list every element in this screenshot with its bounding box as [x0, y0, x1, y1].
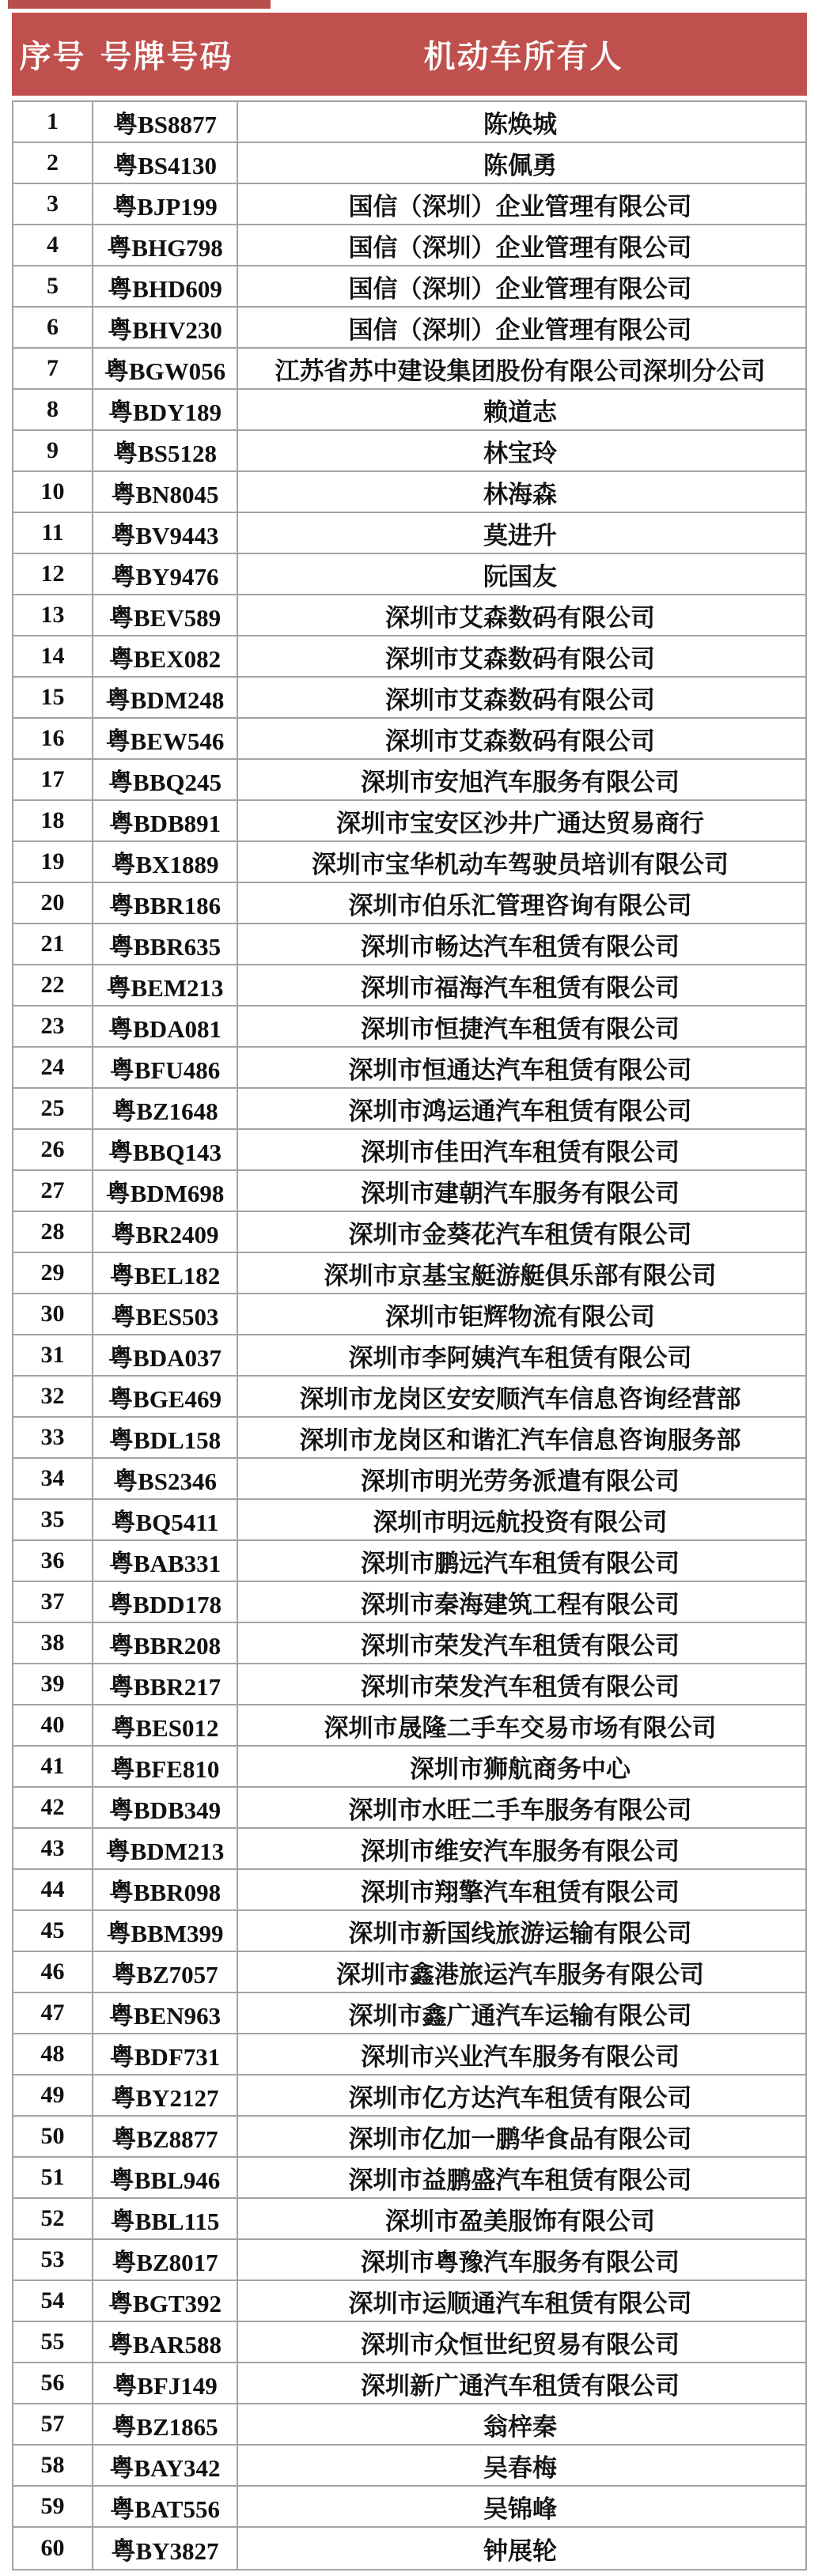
owner-cell: 深圳市益鹏盛汽车租赁有限公司 [348, 2166, 692, 2194]
serial-cell: 45 [13, 1911, 93, 1951]
plate-cell: 粤BBQ143 [93, 1130, 238, 1169]
plate-cell: 粤BGE469 [93, 1377, 238, 1416]
plate-cell: 粤BS4130 [93, 143, 238, 183]
table-row [13, 2446, 805, 2487]
serial-cell: 1 [13, 102, 93, 142]
owner-cell: 赖道志 [483, 398, 557, 426]
plate-cell: 粤BDA037 [93, 1335, 238, 1375]
owner-cell: 深圳市伯乐汇管理咨询有限公司 [348, 891, 692, 920]
plate-cell: 粤BDL158 [93, 1418, 238, 1457]
table-row [13, 1500, 805, 1541]
owner-cell: 深圳市金葵花汽车租赁有限公司 [348, 1220, 692, 1248]
plate-cell: 粤BAY342 [93, 2446, 238, 2485]
serial-cell: 17 [13, 760, 93, 799]
owner-cell: 钟展轮 [483, 2536, 557, 2565]
owner-cell: 深圳市钜辉物流有限公司 [385, 1302, 655, 1331]
owner-cell: 深圳市明远航投资有限公司 [373, 1508, 668, 1536]
plate-cell: 粤BFE810 [93, 1747, 238, 1786]
table-row [13, 1829, 805, 1870]
owner-cell: 深圳市龙岗区安安顺汽车信息咨询经营部 [299, 1384, 741, 1413]
owner-cell: 国信（深圳）企业管理有限公司 [348, 315, 692, 344]
top-red-strip [8, 0, 271, 9]
serial-cell: 27 [13, 1171, 93, 1211]
serial-cell: 49 [13, 2076, 93, 2115]
table-row [13, 225, 805, 266]
serial-cell: 30 [13, 1294, 93, 1334]
serial-cell: 12 [13, 554, 93, 594]
table-row [13, 1541, 805, 1582]
table-row [13, 390, 805, 431]
table-row [13, 1911, 805, 1952]
table-row [13, 1335, 805, 1377]
plate-cell: 粤BZ7057 [93, 1952, 238, 1992]
serial-cell: 37 [13, 1582, 93, 1622]
owner-cell: 莫进升 [483, 521, 557, 550]
serial-cell: 55 [13, 2322, 93, 2362]
table-row [13, 1048, 805, 1089]
plate-cell: 粤BDF731 [93, 2034, 238, 2074]
plate-cell: 粤BDB891 [93, 801, 238, 840]
owner-cell: 深圳市宝安区沙井广通达贸易商行 [336, 809, 704, 837]
plate-cell: 粤BDM248 [93, 678, 238, 717]
owner-cell: 深圳市鹏远汽车租赁有限公司 [361, 1549, 680, 1577]
table-row [13, 1294, 805, 1335]
serial-cell: 60 [13, 2528, 93, 2569]
owner-cell: 深圳市亿方达汽车租赁有限公司 [348, 2083, 692, 2112]
serial-cell: 56 [13, 2363, 93, 2403]
owner-cell: 深圳市众恒世纪贸易有限公司 [361, 2330, 680, 2359]
table-row [13, 2487, 805, 2528]
owner-cell: 翁梓秦 [483, 2412, 557, 2441]
table-row [13, 883, 805, 924]
owner-cell: 深圳市盈美服饰有限公司 [385, 2207, 655, 2235]
plate-cell: 粤BGW056 [93, 349, 238, 388]
serial-cell: 42 [13, 1788, 93, 1827]
serial-cell: 32 [13, 1377, 93, 1416]
plate-cell: 粤BZ1865 [93, 2404, 238, 2444]
table-row [13, 1459, 805, 1500]
owner-cell: 国信（深圳）企业管理有限公司 [348, 274, 692, 303]
owner-cell: 深圳市荣发汽车租赁有限公司 [361, 1672, 680, 1701]
plate-cell: 粤BDM213 [93, 1829, 238, 1868]
serial-cell: 48 [13, 2034, 93, 2074]
owner-cell: 深圳市福海汽车租赁有限公司 [361, 973, 680, 1002]
serial-cell: 14 [13, 636, 93, 676]
owner-cell: 深圳市安旭汽车服务有限公司 [361, 768, 680, 796]
serial-cell: 16 [13, 719, 93, 758]
owner-cell: 陈佩勇 [483, 151, 557, 179]
table-row [13, 678, 805, 719]
plate-cell: 粤BZ1648 [93, 1089, 238, 1128]
serial-cell: 3 [13, 184, 93, 224]
owner-cell: 深圳市晟隆二手车交易市场有限公司 [324, 1713, 717, 1742]
serial-cell: 2 [13, 143, 93, 183]
plate-cell: 粤BDY189 [93, 390, 238, 429]
plate-cell: 粤BDD178 [93, 1582, 238, 1622]
serial-cell: 29 [13, 1253, 93, 1293]
plate-cell: 粤BEL182 [93, 1253, 238, 1293]
header-plate-number: 号牌号码 [100, 40, 233, 74]
serial-cell: 23 [13, 1007, 93, 1046]
serial-cell: 28 [13, 1212, 93, 1252]
owner-cell: 深圳市佳田汽车租赁有限公司 [361, 1138, 680, 1166]
plate-cell: 粤BFJ149 [93, 2363, 238, 2403]
serial-cell: 31 [13, 1335, 93, 1375]
plate-cell: 粤BEW546 [93, 719, 238, 758]
table-row [13, 1171, 805, 1212]
table-row [13, 1130, 805, 1171]
table-row [13, 266, 805, 308]
table-body [12, 100, 807, 2570]
owner-cell: 深圳市艾森数码有限公司 [385, 727, 655, 755]
serial-cell: 58 [13, 2446, 93, 2485]
owner-cell: 国信（深圳）企业管理有限公司 [348, 192, 692, 221]
plate-cell: 粤BX1889 [93, 842, 238, 882]
vehicle-owner-table [12, 13, 807, 2570]
owner-cell: 深圳市粤豫汽车服务有限公司 [361, 2248, 680, 2276]
serial-cell: 18 [13, 801, 93, 840]
serial-cell: 7 [13, 349, 93, 388]
table-row [13, 801, 805, 842]
owner-cell: 深圳市翔擎汽车租赁有限公司 [361, 1878, 680, 1906]
owner-cell: 深圳市兴业汽车服务有限公司 [361, 2042, 680, 2071]
plate-cell: 粤BV9443 [93, 513, 238, 553]
serial-cell: 19 [13, 842, 93, 882]
table-row [13, 308, 805, 349]
owner-cell: 阮国友 [483, 562, 557, 591]
table-row [13, 554, 805, 595]
serial-cell: 51 [13, 2158, 93, 2197]
plate-cell: 粤BBM399 [93, 1911, 238, 1951]
plate-cell: 粤BES503 [93, 1294, 238, 1334]
table-row [13, 2076, 805, 2117]
owner-cell: 深圳市鑫港旅运汽车服务有限公司 [336, 1960, 704, 1989]
owner-cell: 深圳市艾森数码有限公司 [385, 686, 655, 714]
table-row [13, 2199, 805, 2240]
table-row [13, 2322, 805, 2363]
serial-cell: 25 [13, 1089, 93, 1128]
table-row [13, 513, 805, 554]
plate-cell: 粤BBR635 [93, 924, 238, 964]
table-row [13, 1377, 805, 1418]
serial-cell: 53 [13, 2240, 93, 2279]
table-row [13, 1993, 805, 2034]
table-row [13, 1582, 805, 1623]
serial-cell: 40 [13, 1705, 93, 1745]
owner-cell: 深圳市鑫广通汽车运输有限公司 [348, 2001, 692, 2030]
serial-cell: 39 [13, 1664, 93, 1704]
owner-cell: 深圳市建朝汽车服务有限公司 [361, 1179, 680, 1207]
serial-cell: 46 [13, 1952, 93, 1992]
serial-cell: 24 [13, 1048, 93, 1087]
table-row [13, 1952, 805, 1993]
plate-cell: 粤BEN963 [93, 1993, 238, 2033]
serial-cell: 22 [13, 965, 93, 1005]
owner-cell: 深圳市京基宝艇游艇俱乐部有限公司 [324, 1261, 717, 1290]
owner-cell: 深圳市李阿姨汽车租赁有限公司 [348, 1343, 692, 1372]
serial-cell: 26 [13, 1130, 93, 1169]
plate-cell: 粤BQ5411 [93, 1500, 238, 1539]
table-header-row [12, 13, 807, 96]
plate-cell: 粤BBR098 [93, 1870, 238, 1909]
table-row [13, 2034, 805, 2076]
owner-cell: 深圳市艾森数码有限公司 [385, 644, 655, 673]
table-row [13, 349, 805, 390]
owner-cell: 深圳市畅达汽车租赁有限公司 [361, 932, 680, 961]
owner-cell: 深圳市龙岗区和谐汇汽车信息咨询服务部 [299, 1426, 741, 1454]
table-row [13, 595, 805, 636]
table-row [13, 2363, 805, 2404]
owner-cell: 林海森 [483, 480, 557, 508]
plate-cell: 粤BBL115 [93, 2199, 238, 2238]
table-row [13, 1747, 805, 1788]
plate-cell: 粤BBR186 [93, 883, 238, 923]
owner-cell: 吴春梅 [483, 2453, 557, 2482]
serial-cell: 50 [13, 2117, 93, 2156]
plate-cell: 粤BBQ245 [93, 760, 238, 799]
table-row [13, 1212, 805, 1253]
owner-cell: 深圳市水旺二手车服务有限公司 [348, 1796, 692, 1824]
plate-cell: 粤BAT556 [93, 2487, 238, 2526]
plate-cell: 粤BZ8877 [93, 2117, 238, 2156]
serial-cell: 47 [13, 1993, 93, 2033]
plate-cell: 粤BHD609 [93, 266, 238, 306]
owner-cell: 深圳市维安汽车服务有限公司 [361, 1837, 680, 1865]
owner-cell: 深圳市恒捷汽车租赁有限公司 [361, 1014, 680, 1043]
owner-cell: 深圳市秦海建筑工程有限公司 [361, 1590, 680, 1618]
table-row [13, 2404, 805, 2446]
table-row [13, 2158, 805, 2199]
plate-cell: 粤BS2346 [93, 1459, 238, 1498]
table-row [13, 472, 805, 513]
table-row [13, 1664, 805, 1705]
table-row [13, 719, 805, 760]
plate-cell: 粤BGT392 [93, 2281, 238, 2321]
plate-cell: 粤BBR208 [93, 1623, 238, 1663]
table-row [13, 924, 805, 965]
serial-cell: 41 [13, 1747, 93, 1786]
owner-cell: 深圳市新国线旅游运输有限公司 [348, 1919, 692, 1947]
serial-cell: 5 [13, 266, 93, 306]
serial-cell: 8 [13, 390, 93, 429]
table-row [13, 1089, 805, 1130]
plate-cell: 粤BDA081 [93, 1007, 238, 1046]
serial-cell: 11 [13, 513, 93, 553]
table-row [13, 842, 805, 883]
owner-cell: 深圳市宝华机动车驾驶员培训有限公司 [312, 850, 729, 878]
owner-cell: 深圳新广通汽车租赁有限公司 [361, 2371, 680, 2400]
owner-cell: 深圳市恒通达汽车租赁有限公司 [348, 1056, 692, 1084]
table-row [13, 2281, 805, 2322]
plate-cell: 粤BAR588 [93, 2322, 238, 2362]
serial-cell: 15 [13, 678, 93, 717]
owner-cell: 吴锦峰 [483, 2495, 557, 2523]
plate-cell: 粤BEX082 [93, 636, 238, 676]
table-row [13, 2117, 805, 2158]
serial-cell: 4 [13, 225, 93, 265]
table-row [13, 636, 805, 678]
plate-cell: 粤BEV589 [93, 595, 238, 635]
owner-cell: 深圳市狮航商务中心 [410, 1754, 631, 1783]
serial-cell: 36 [13, 1541, 93, 1581]
table-row [13, 1253, 805, 1294]
serial-cell: 35 [13, 1500, 93, 1539]
owner-cell: 陈焕城 [483, 110, 557, 138]
owner-cell: 深圳市亿加一鹏华食品有限公司 [348, 2125, 692, 2153]
plate-cell: 粤BJP199 [93, 184, 238, 224]
plate-cell: 粤BEM213 [93, 965, 238, 1005]
plate-cell: 粤BDM698 [93, 1171, 238, 1211]
serial-cell: 20 [13, 883, 93, 923]
owner-cell: 深圳市鸿运通汽车租赁有限公司 [348, 1097, 692, 1125]
table-row [13, 2240, 805, 2281]
plate-cell: 粤BHV230 [93, 308, 238, 347]
serial-cell: 34 [13, 1459, 93, 1498]
table-row [13, 2528, 805, 2569]
serial-cell: 43 [13, 1829, 93, 1868]
plate-cell: 粤BHG798 [93, 225, 238, 265]
serial-cell: 44 [13, 1870, 93, 1909]
table-row [13, 1870, 805, 1911]
owner-cell: 深圳市荣发汽车租赁有限公司 [361, 1631, 680, 1660]
table-row [13, 1418, 805, 1459]
table-row [13, 1705, 805, 1747]
plate-cell: 粤BY9476 [93, 554, 238, 594]
serial-cell: 13 [13, 595, 93, 635]
owner-cell: 深圳市明光劳务派遣有限公司 [361, 1467, 680, 1495]
plate-cell: 粤BBR217 [93, 1664, 238, 1704]
table-row [13, 760, 805, 801]
serial-cell: 9 [13, 431, 93, 470]
serial-cell: 59 [13, 2487, 93, 2526]
plate-cell: 粤BFU486 [93, 1048, 238, 1087]
table-row [13, 1623, 805, 1664]
serial-cell: 10 [13, 472, 93, 512]
plate-cell: 粤BZ8017 [93, 2240, 238, 2279]
table-row [13, 184, 805, 225]
table-row [13, 1007, 805, 1048]
header-vehicle-owner: 机动车所有人 [423, 40, 623, 74]
table-row [13, 102, 805, 143]
owner-cell: 国信（深圳）企业管理有限公司 [348, 233, 692, 262]
serial-cell: 57 [13, 2404, 93, 2444]
serial-cell: 33 [13, 1418, 93, 1457]
serial-cell: 52 [13, 2199, 93, 2238]
plate-cell: 粤BAB331 [93, 1541, 238, 1581]
table-row [13, 143, 805, 184]
table-row [13, 965, 805, 1007]
header-serial-number: 序号 [19, 40, 86, 74]
plate-cell: 粤BY2127 [93, 2076, 238, 2115]
plate-cell: 粤BBL946 [93, 2158, 238, 2197]
table-row [13, 1788, 805, 1829]
serial-cell: 38 [13, 1623, 93, 1663]
plate-cell: 粤BY3827 [93, 2528, 238, 2569]
plate-cell: 粤BR2409 [93, 1212, 238, 1252]
plate-cell: 粤BS5128 [93, 431, 238, 470]
owner-cell: 深圳市运顺通汽车租赁有限公司 [348, 2289, 692, 2317]
serial-cell: 6 [13, 308, 93, 347]
owner-cell: 江苏省苏中建设集团股份有限公司深圳分公司 [275, 357, 766, 385]
serial-cell: 54 [13, 2281, 93, 2321]
plate-cell: 粤BN8045 [93, 472, 238, 512]
plate-cell: 粤BDB349 [93, 1788, 238, 1827]
serial-cell: 21 [13, 924, 93, 964]
plate-cell: 粤BES012 [93, 1705, 238, 1745]
table-row [13, 431, 805, 472]
owner-cell: 林宝玲 [483, 439, 557, 467]
plate-cell: 粤BS8877 [93, 102, 238, 142]
owner-cell: 深圳市艾森数码有限公司 [385, 603, 655, 632]
